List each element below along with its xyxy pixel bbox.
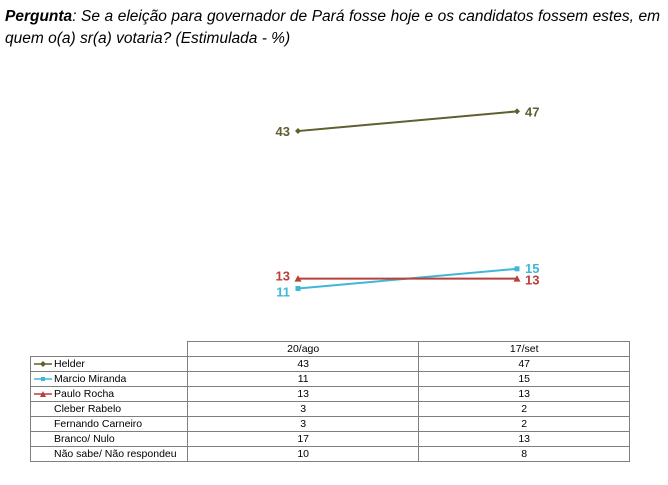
row-name: Paulo Rocha [54, 388, 115, 400]
question-lead: Pergunta [5, 8, 73, 25]
legend-key-icon [34, 405, 52, 413]
table-cell: 2 [419, 417, 630, 432]
data-point-helder [295, 128, 301, 134]
legend-key-icon [34, 420, 52, 428]
table-row [31, 387, 630, 402]
column-header: 20/ago [188, 342, 419, 357]
row-label [31, 432, 188, 447]
table-cell: 47 [419, 357, 630, 372]
row-label [31, 372, 188, 387]
table-cell: 13 [419, 432, 630, 447]
row-name: Não sabe/ Não respondeu [54, 448, 177, 460]
table-cell: 17 [188, 432, 419, 447]
table-cell: 43 [188, 357, 419, 372]
table-row [31, 357, 630, 372]
data-label-marcio-miranda: 11 [276, 284, 290, 300]
data-label-helder: 43 [275, 124, 290, 140]
table-header-row [31, 342, 630, 357]
legend-key-icon [34, 450, 52, 458]
data-point-marcio-miranda [515, 266, 520, 271]
row-name: Helder [54, 358, 85, 370]
table-cell: 3 [188, 417, 419, 432]
table-cell: 2 [419, 402, 630, 417]
legend-key-icon [34, 435, 52, 443]
table-cell: 13 [419, 387, 630, 402]
row-label [31, 402, 188, 417]
row-label [31, 357, 188, 372]
legend-key-icon [34, 390, 52, 398]
data-table [30, 341, 630, 462]
table-row [31, 402, 630, 417]
row-label [31, 387, 188, 402]
data-point-helder [514, 108, 520, 114]
table-cell: 11 [188, 372, 419, 387]
table-row [31, 432, 630, 447]
row-label [31, 417, 188, 432]
data-label-helder: 47 [525, 104, 540, 120]
table-corner-cell [31, 342, 188, 357]
row-name: Marcio Miranda [54, 373, 127, 385]
data-label-paulo-rocha: 13 [525, 272, 540, 288]
row-name: Branco/ Nulo [54, 433, 115, 445]
table-cell: 15 [419, 372, 630, 387]
table-row [31, 417, 630, 432]
table-cell: 3 [188, 402, 419, 417]
series-line-helder [298, 111, 517, 131]
data-label-paulo-rocha: 13 [275, 268, 290, 284]
row-name: Cleber Rabelo [54, 403, 122, 415]
row-label [31, 447, 188, 462]
question-body: Se a eleição para governador de Pará fosse hoje e os candidatos fossem estes, em quem o(a) sr(a) votaria? (Estimulada - %) [5, 8, 660, 47]
data-point-marcio-miranda [296, 286, 301, 291]
data-label-marcio-miranda: 15 [525, 260, 540, 276]
question-colon: : [72, 8, 77, 25]
table-cell: 10 [188, 447, 419, 462]
column-header: 17/set [419, 342, 630, 357]
legend-key-icon [34, 360, 52, 368]
table-cell: 8 [419, 447, 630, 462]
row-name: Fernando Carneiro [54, 418, 143, 430]
table-row [31, 447, 630, 462]
table-row [31, 372, 630, 387]
table-cell: 13 [188, 387, 419, 402]
legend-key-icon [34, 375, 52, 383]
